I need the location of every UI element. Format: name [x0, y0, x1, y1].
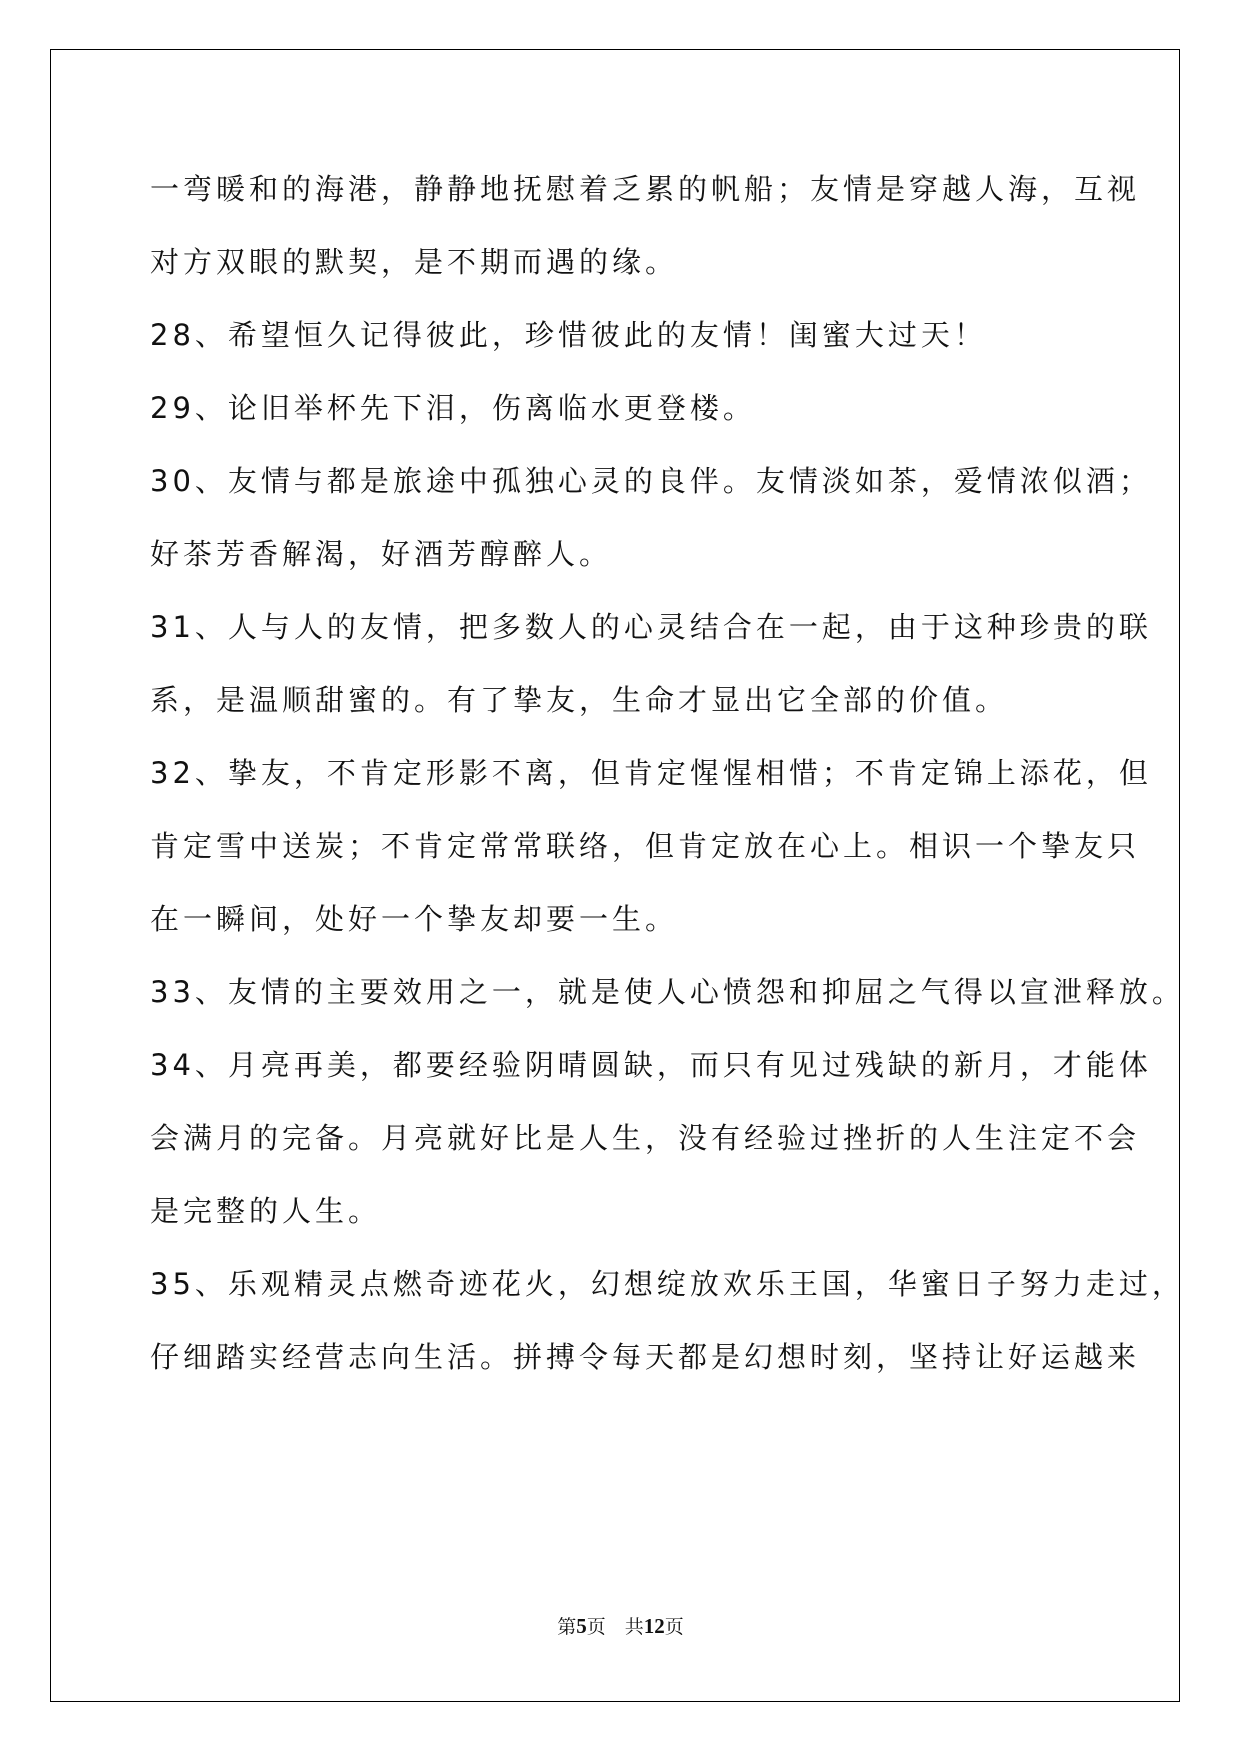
text-line: 35、乐观精灵点燃奇迹花火，幻想绽放欢乐王国，华蜜日子努力走过，: [150, 1267, 1185, 1301]
footer-suffix: 页: [664, 1616, 684, 1638]
footer-prefix: 第: [557, 1616, 577, 1638]
footer-middle: 页 共: [586, 1616, 644, 1638]
text-line: 是完整的人生。: [150, 1194, 382, 1228]
text-line: 29、论旧举杯先下泪，伤离临水更登楼。: [150, 391, 756, 425]
text-line: 一弯暖和的海港，静静地抚慰着乏累的帆船；友情是穿越人海，互视: [150, 172, 1141, 206]
total-pages-number: 12: [643, 1614, 665, 1638]
text-line: 系，是温顺甜蜜的。有了挚友，生命才显出它全部的价值。: [150, 683, 1009, 717]
text-line: 会满月的完备。月亮就好比是人生，没有经验过挫折的人生注定不会: [150, 1121, 1141, 1155]
text-line: 31、人与人的友情，把多数人的心灵结合在一起，由于这种珍贵的联: [150, 610, 1152, 644]
page-footer: [0, 1612, 1241, 1639]
current-page-number: 5: [576, 1614, 587, 1638]
text-line: 好茶芳香解渴，好酒芳醇醉人。: [150, 537, 613, 571]
text-line: 仔细踏实经营志向生活。拼搏令每天都是幻想时刻，坚持让好运越来: [150, 1340, 1141, 1374]
text-line: 在一瞬间，处好一个挚友却要一生。: [150, 902, 679, 936]
text-line: 28、希望恒久记得彼此，珍惜彼此的友情！闺蜜大过天！: [150, 318, 987, 352]
document-body: [150, 160, 1185, 1401]
text-line: 对方双眼的默契，是不期而遇的缘。: [150, 245, 679, 279]
text-line: 肯定雪中送炭；不肯定常常联络，但肯定放在心上。相识一个挚友只: [150, 829, 1141, 863]
text-line: 33、友情的主要效用之一，就是使人心愤怨和抑屈之气得以宣泄释放。: [150, 975, 1185, 1009]
text-line: 30、友情与都是旅途中孤独心灵的良伴。友情淡如茶，爱情浓似酒；: [150, 464, 1152, 498]
text-line: 34、月亮再美，都要经验阴晴圆缺，而只有见过残缺的新月，才能体: [150, 1048, 1152, 1082]
text-line: 32、挚友，不肯定形影不离，但肯定惺惺相惜；不肯定锦上添花，但: [150, 756, 1152, 790]
